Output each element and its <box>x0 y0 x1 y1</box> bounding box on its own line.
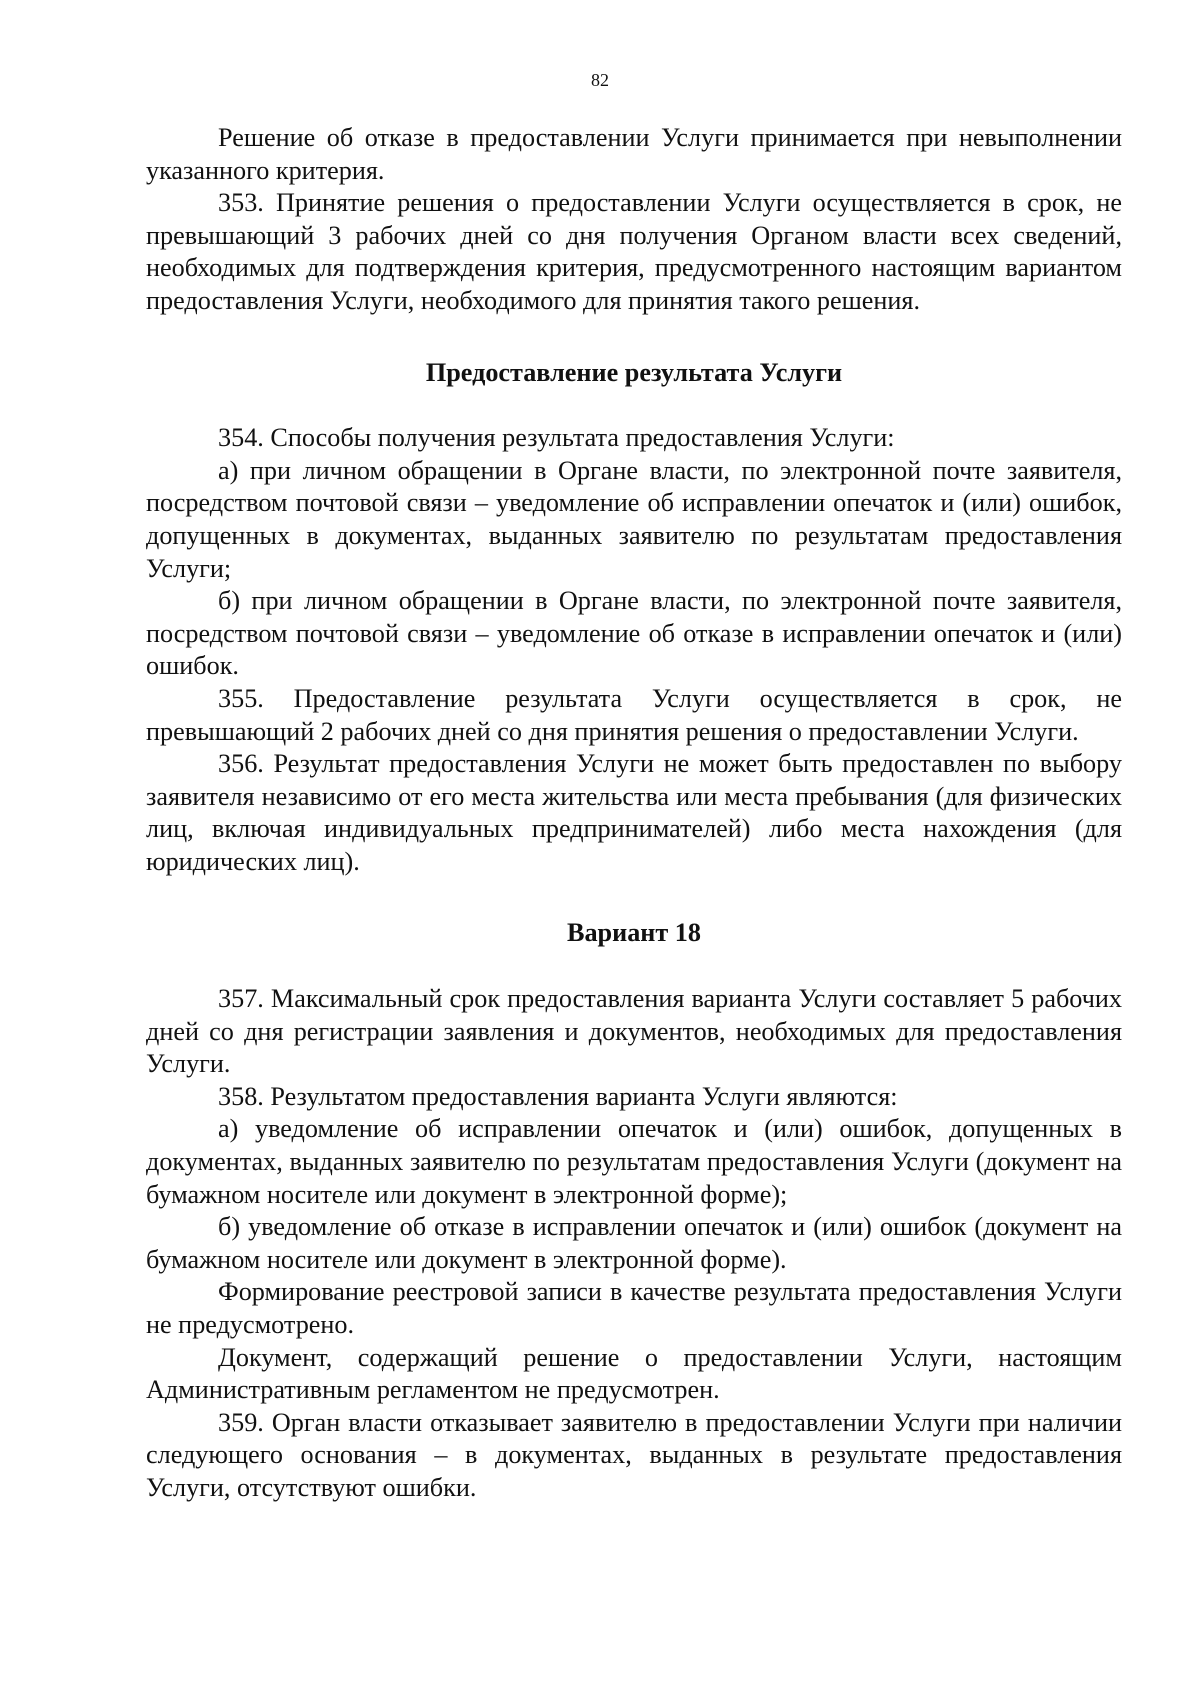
paragraph-355: 355. Предоставление результата Услуги осуществляется в срок, не превышающий 2 рабочих дней со дня принятия решения о предоставлении Услуги. <box>146 683 1122 746</box>
paragraph-decision-document: Документ, содержащий решение о предоставлении Услуги, настоящим Административным регламентом не предусмотрен. <box>146 1342 1122 1405</box>
paragraph-354-b: б) при личном обращении в Органе власти, по электронной почте заявителя, посредством почтовой связи – уведомление об отказе в исправлении опечаток и (или) ошибок. <box>146 586 1122 681</box>
document-body <box>146 122 1122 1505</box>
paragraph-358-b: б) уведомление об отказе в исправлении опечаток и (или) ошибок (документ на бумажном носителе или документ в электронной форме). <box>146 1212 1122 1274</box>
paragraph-registry-record: Формирование реестровой записи в качестве результата предоставления Услуги не предусмотрено. <box>146 1277 1122 1339</box>
heading-result-provision: Предоставление результата Услуги <box>425 357 843 387</box>
page-number: 82 <box>591 70 609 90</box>
spacer <box>146 389 1122 422</box>
paragraph-356: 356. Результат предоставления Услуги не может быть предоставлен по выбору заявителя независимо от его места жительства или места пребывания (для физических лиц, включая индивидуальных предпринимателей) либо места нахождения (для юридических лиц). <box>146 749 1122 876</box>
paragraph-354-a: а) при личном обращении в Органе власти, по электронной почте заявителя, посредством почтовой связи – уведомление об исправлении опечаток и (или) ошибок, допущенных в документах, выданных заявителю по результатам предоставления Услуги; <box>146 455 1122 583</box>
heading-variant-18: Вариант 18 <box>567 918 701 948</box>
spacer <box>146 878 1122 917</box>
spacer <box>146 950 1122 983</box>
paragraph-357: 357. Максимальный срок предоставления варианта Услуги составляет 5 рабочих дней со дня регистрации заявления и документов, необходимых для предоставления Услуги. <box>146 984 1122 1079</box>
paragraph-refusal-decision: Решение об отказе в предоставлении Услуги принимается при невыполнении указанного критерия. <box>146 123 1122 185</box>
paragraph-359: 359. Орган власти отказывает заявителю в предоставлении Услуги при наличии следующего основания – в документах, выданных в результате предоставления Услуги, отсутствуют ошибки. <box>146 1407 1122 1502</box>
spacer <box>146 318 1122 357</box>
paragraph-354: 354. Способы получения результата предоставления Услуги: <box>218 423 895 453</box>
paragraph-358-a: а) уведомление об исправлении опечаток и (или) ошибок, допущенных в документах, выданных заявителю по результатам предоставления Услуги (документ на бумажном носителе или документ в электронной форме); <box>146 1114 1122 1209</box>
paragraph-353: 353. Принятие решения о предоставлении Услуги осуществляется в срок, не превышающий 3 рабочих дней со дня получения Органом власти всех сведений, необходимых для подтверждения критерия, предусмотренного настоящим вариантом предоставления Услуги, необходимого для принятия такого решения. <box>146 188 1122 315</box>
paragraph-358: 358. Результатом предоставления варианта Услуги являются: <box>218 1081 898 1111</box>
